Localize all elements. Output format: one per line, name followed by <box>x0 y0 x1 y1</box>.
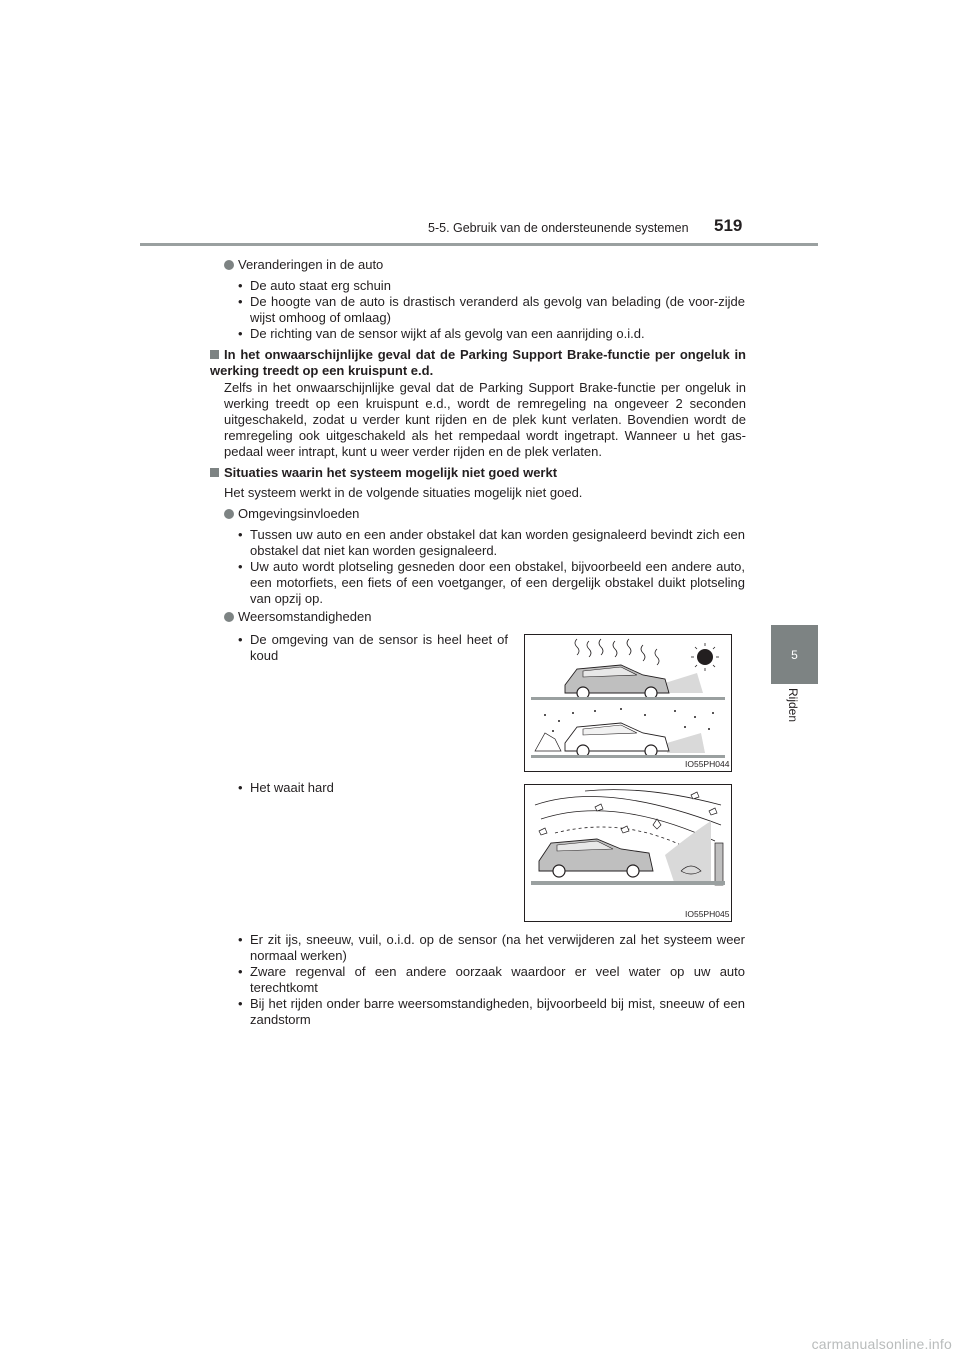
paragraph-kruispunt: Zelfs in het onwaarschijnlijke geval dat de Parking Support Brake-functie per ongeluk in werking treedt op een kruispunt e.d., wordt de remregeling na ongeveer 2 seconden uitgeschakeld, zodat u verder kunt rijden en de plek kunt verlaten. Bovendien wordt de remregeling ook uitgeschakeld als het rempedaal wordt ingetrapt. Wanneer u het gas-pedaal weer intrapt, kunt u weer verder rijden en de plek verlaten. <box>224 380 746 459</box>
subheading-text: Veranderingen in de auto <box>238 257 384 272</box>
list-item-text: Tussen uw auto en een ander obstakel dat kan worden gesignaleerd bevindt zich een obstakel dat niet kan worden gesignaleerd. <box>250 527 745 558</box>
car-wind-illustration <box>525 785 731 921</box>
page-number: 519 <box>714 216 743 235</box>
list-item-text: De hoogte van de auto is drastisch veranderd als gevolg van belading (de voor-zijde wijst omhoog of omlaag) <box>250 294 745 325</box>
watermark: carmanualsonline.info <box>811 1336 952 1352</box>
square-bullet-icon <box>210 468 219 477</box>
header-divider <box>140 243 818 246</box>
heading-kruispunt <box>210 347 746 379</box>
heading-text: In het onwaarschijnlijke geval dat de Parking Support Brake-functie per ongeluk in werking treedt op een kruispunt e.d. <box>210 347 746 378</box>
figure-code: IO55PH044 <box>685 759 730 769</box>
subheading-omgeving <box>224 506 359 522</box>
heading-situaties <box>210 465 746 481</box>
chapter-label <box>786 688 802 748</box>
bullet-dot-icon <box>224 260 234 270</box>
list-item-text: De auto staat erg schuin <box>250 278 391 293</box>
bullet-dot-icon <box>224 509 234 519</box>
list-item-text: De omgeving van de sensor is heel heet of koud <box>250 632 508 663</box>
list-item-text: De richting van de sensor wijkt af als gevolg van een aanrijding o.i.d. <box>250 326 645 341</box>
figure-code: IO55PH045 <box>685 909 730 919</box>
paragraph-situaties: Het systeem werkt in de volgende situaties mogelijk niet goed. <box>224 485 583 500</box>
list-item-text: Het waait hard <box>250 780 334 795</box>
list-item-text: Uw auto wordt plotseling gesneden door een obstakel, bijvoorbeeld een andere auto, een motorfiets, een fiets of een voetganger, of een dergelijk obstakel duikt plotseling van opzij op. <box>250 559 745 606</box>
chapter-label-text: Rijden <box>786 688 800 723</box>
subheading-text: Omgevingsinvloeden <box>238 506 360 521</box>
subheading-text: Weersomstandigheden <box>238 609 372 624</box>
car-heat-cold-illustration <box>525 635 731 771</box>
section-title: 5-5. Gebruik van de ondersteunende systemen <box>428 221 689 235</box>
list-item-text: Bij het rijden onder barre weersomstandigheden, bijvoorbeeld bij mist, sneeuw of een zandstorm <box>250 996 745 1027</box>
heading-text: Situaties waarin het systeem mogelijk niet goed werkt <box>224 465 558 480</box>
square-bullet-icon <box>210 350 219 359</box>
chapter-tab <box>771 625 818 684</box>
subheading-weer <box>224 609 371 625</box>
figure-wind <box>524 784 732 922</box>
list-item-text: Er zit ijs, sneeuw, vuil, o.i.d. op de sensor (na het verwijderen zal het systeem weer normaal werken) <box>250 932 745 963</box>
subheading-veranderingen <box>224 257 383 273</box>
list-item-text: Zware regenval of een andere oorzaak waardoor er veel water op uw auto terechtkomt <box>250 964 745 995</box>
chapter-number: 5 <box>791 647 798 662</box>
bullet-dot-icon <box>224 612 234 622</box>
figure-heat-cold <box>524 634 732 772</box>
